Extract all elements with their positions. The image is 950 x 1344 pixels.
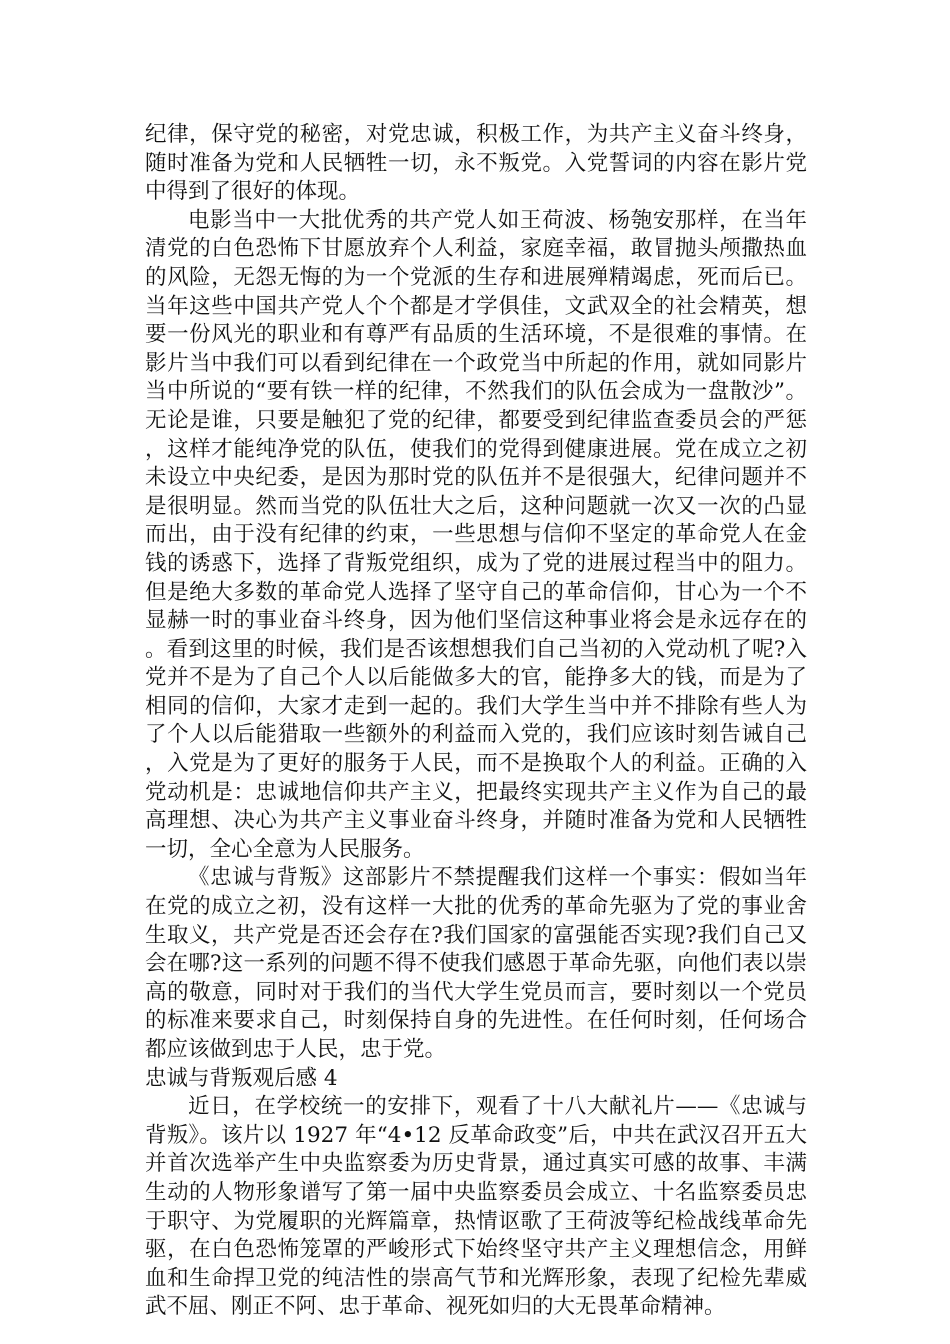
paragraph-body: 电影当中一大批优秀的共产党人如王荷波、杨匏安那样，在当年清党的白色恐怖下甘愿放弃个人利益，家庭幸福，敢冒抛头颅撒热血的风险，无怨无悔的为一个党派的生存和进展殚精竭虑，死而后已。当年这些中国共产党人个个都是才学俱佳，文武双全的社会精英，想要一份风光的职业和有尊严有品质的生活环境，不是很难的事情。在影片当中我们可以看到纪律在一个政党当中所起的作用，就如同影片当中所说的“要有铁一样的纪律，不然我们的队伍会成为一盘散沙”。无论是谁，只要是触犯了党的纪律，都要受到纪律监查委员会的严惩，这样才能纯净党的队伍，使我们的党得到健康进展。党在成立之初未设立中央纪委，是因为那时党的队伍并不是很强大，纪律问题并不是很明显。然而当党的队伍壮大之后，这种问题就一次又一次的凸显而出，由于没有纪律的约束，一些思想与信仰不坚定的革命党人在金钱的诱惑下，选择了背叛党组织，成为了党的进展过程当中的阻力。但是绝大多数的革命党人选择了坚守自己的革命信仰，甘心为一个不显赫一时的事业奋斗终身，因为他们坚信这种事业将会是永远存在的。看到这里的时候，我们是否该想想我们自己当初的入党动机了呢?入党并不是为了自己个人以后能做多大的官，能挣多大的钱，而是为了相同的信仰，大家才走到一起的。我们大学生当中并不排除有些人为了个人以后能猎取一些额外的利益而入党的，我们应该时刻告诫自己，入党是为了更好的服务于人民，而不是换取个人的利益。正确的入党动机是：忠诚地信仰共产主义，把最终实现共产主义作为自己的最高理想、决心为共产主义事业奋斗终身，并随时准备为党和人民牺牲一切，全心全意为人民服务。 [145, 207, 807, 862]
section-paragraph: 近日，在学校统一的安排下，观看了十八大献礼片——《忠诚与背叛》。该片以 1927 年“4•12 反革命政变”后，中共在武汉召开五大并首次选举产生中央监察委为历史背景，通过真实可感的故事、丰满生动的人物形象谱写了第一届中央监察委员会成立、十名监察委员忠于职守、为党履职的光辉篇章，热情讴歌了王荷波等纪检战线革命先驱，在白色恐怖笼罩的严峻形式下始终坚守共产主义理想信念，用鲜血和生命捍卫党的纯洁性的崇高气节和光辉形象，表现了纪检先辈威武不屈、刚正不阿、忠于革命、视死如归的大无畏革命精神。 [145, 1094, 807, 1320]
paragraph-conclusion: 《忠诚与背叛》这部影片不禁提醒我们这样一个事实：假如当年在党的成立之初，没有这样一大批的优秀的革命先驱为了党的事业舍生取义，共产党是否还会存在?我们国家的富强能否实现?我们自己又会在哪?这一系列的问题不得不使我们感恩于革命先驱，向他们表以崇高的敬意，同时对于我们的当代大学生党员而言，要时刻以一个党员的标准来要求自己，时刻保持自身的先进性。在任何时刻，任何场合都应该做到忠于人民，忠于党。 [145, 865, 807, 1062]
paragraph-continuation: 纪律，保守党的秘密，对党忠诚，积极工作，为共产主义奋斗终身，随时准备为党和人民牺牲一切，永不叛党。入党誓词的内容在影片党中得到了很好的体现。 [145, 122, 807, 205]
document-page [145, 121, 807, 1322]
section-heading: 忠诚与背叛观后感 4 [145, 1065, 338, 1091]
